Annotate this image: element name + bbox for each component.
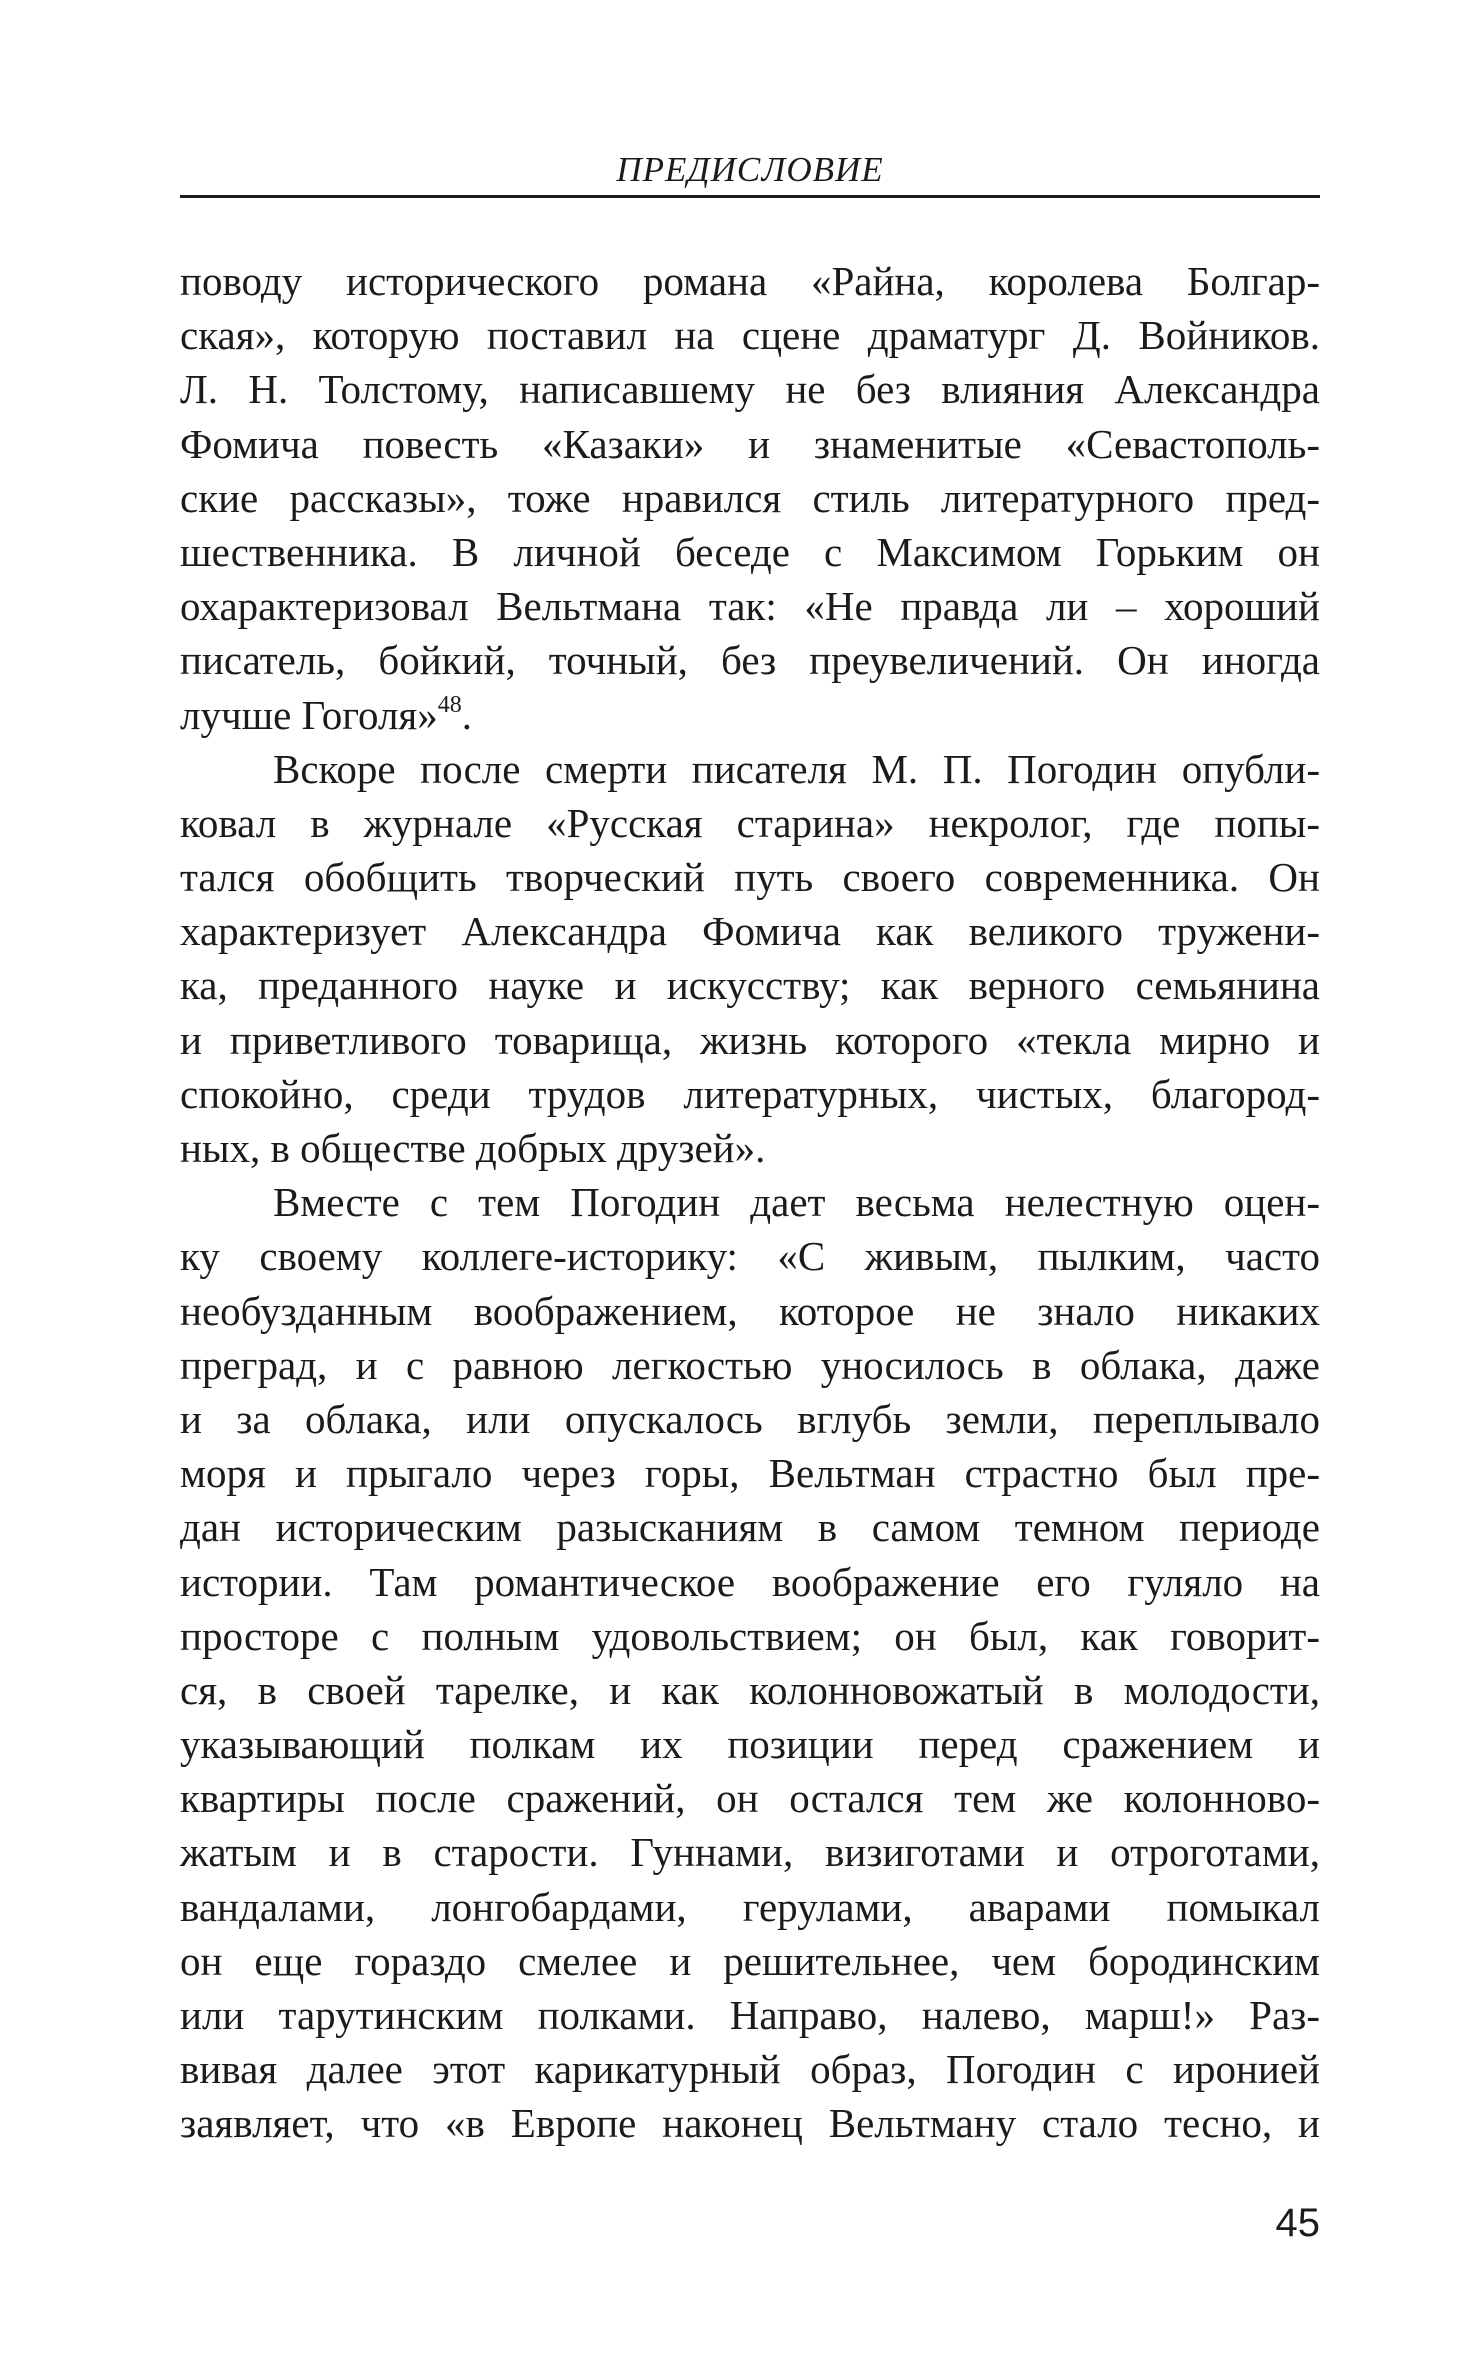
sentence-end-period: . bbox=[461, 691, 473, 738]
text-line: ся, в своей тарелке, и как колонновожатый в молодости, bbox=[180, 1666, 1320, 1713]
text-line: необузданным воображением, которое не знало никаких bbox=[180, 1287, 1320, 1334]
running-head-title: ПРЕДИСЛОВИЕ bbox=[616, 150, 884, 189]
text-line: Фомича повесть «Казаки» и знаменитые «Севастополь- bbox=[180, 420, 1320, 467]
text-line: характеризует Александра Фомича как великого тружени- bbox=[180, 908, 1320, 955]
text-line: ские рассказы», тоже нравился стиль литературного пред- bbox=[180, 474, 1320, 521]
text-line: дан историческим разысканиям в самом темном периоде bbox=[180, 1504, 1320, 1551]
text-line: или тарутинским полками. Направо, налево, марш!» Раз- bbox=[180, 1992, 1320, 2038]
text-line: ковал в журнале «Русская старина» некролог, где попы- bbox=[180, 799, 1320, 846]
header-rule bbox=[180, 195, 1320, 198]
text-line: жатым и в старости. Гуннами, визиготами и отроготами, bbox=[180, 1829, 1320, 1876]
footnote-reference: 48 bbox=[437, 691, 462, 718]
paragraph-end-line: ных, в обществе добрых друзей». bbox=[180, 1125, 766, 1171]
text-line: он еще гораздо смелее и решительнее, чем бородинским bbox=[180, 1937, 1320, 1984]
text-line: вандалами, лонгобардами, герулами, аварами помыкал bbox=[180, 1883, 1320, 1930]
text-line: тался обобщить творческий путь своего современника. Он bbox=[180, 854, 1320, 901]
text-line: моря и прыгало через горы, Вельтман страстно был пре- bbox=[180, 1450, 1320, 1497]
text-line: ку своему коллеге-историку: «С живым, пылким, часто bbox=[180, 1233, 1320, 1280]
text-line: поводу исторического романа «Райна, королева Болгар- bbox=[180, 258, 1320, 304]
text-line: охарактеризовал Вельтмана так: «Не правда ли – хороший bbox=[180, 583, 1320, 630]
page-number: 45 bbox=[1275, 2201, 1320, 2245]
text-line: шественника. В личной беседе с Максимом Горьким он bbox=[180, 528, 1320, 575]
text-line: ская», которую поставил на сцене драматург Д. Войников. bbox=[180, 312, 1320, 359]
text-line: истории. Там романтическое воображение его гуляло на bbox=[180, 1558, 1320, 1605]
text-line: и приветливого товарища, жизнь которого «текла мирно и bbox=[180, 1016, 1320, 1063]
text-line: спокойно, среди трудов литературных, чистых, благород- bbox=[180, 1070, 1320, 1117]
text-line: квартиры после сражений, он остался тем же колонново- bbox=[180, 1775, 1320, 1822]
text-line: просторе с полным удовольствием; он был, как говорит- bbox=[180, 1612, 1320, 1659]
text-line: указывающий полкам их позиции перед сражением и bbox=[180, 1721, 1320, 1768]
text-line: ка, преданного науке и искусству; как верного семьянина bbox=[180, 962, 1320, 1009]
text-fragment: лучше Гоголя» bbox=[180, 691, 438, 738]
text-line: заявляет, что «в Европе наконец Вельтману стало тесно, и bbox=[180, 2100, 1320, 2147]
text-line: вивая далее этот карикатурный образ, Погодин с иронией bbox=[180, 2046, 1320, 2093]
text-line: писатель, бойкий, точный, без преувеличений. Он иногда bbox=[180, 637, 1320, 684]
text-line: и за облака, или опускалось вглубь земли, переплывало bbox=[180, 1395, 1320, 1442]
text-line: Л. Н. Толстому, написавшему не без влияния Александра bbox=[180, 366, 1320, 413]
paragraph-first-line: Вскоре после смерти писателя М. П. Погодин опубли- bbox=[273, 745, 1320, 792]
paragraph-first-line: Вместе с тем Погодин дает весьма нелестную оцен- bbox=[273, 1179, 1320, 1226]
text-line: преград, и с равною легкостью уносилось в облака, даже bbox=[180, 1341, 1320, 1388]
paragraph-end-line bbox=[180, 688, 1320, 742]
body-text bbox=[180, 254, 1320, 2151]
